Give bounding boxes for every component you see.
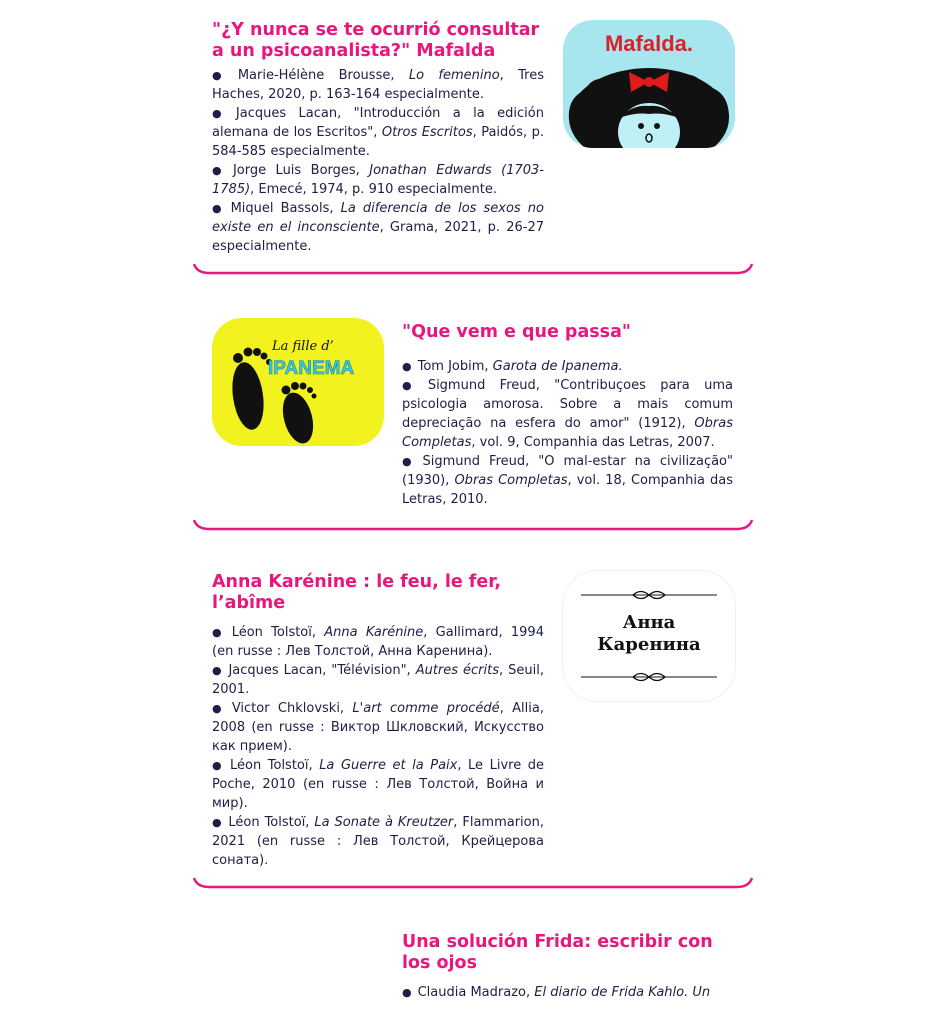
ref-item: ● Tom Jobim, Garota de Ipanema. (402, 359, 623, 374)
bullet-icon: ● (212, 69, 232, 82)
ref-item: ● Léon Tolstoï, La Sonate à Kreutzer, Flammarion, 2021 (en russe : Лев Толстой, Крейцерова соната). (212, 815, 544, 868)
section-3-title: Anna Karénine : le feu, le fer, l’abîme (212, 572, 501, 613)
section-2-title: "Que vem e que passa" (402, 322, 632, 342)
mafalda-logo-text: Mafalda. (604, 31, 694, 56)
ref-item: ● Sigmund Freud, "Contribuçoes para uma psicologia amorosa. Sobre a mais comum depreciação na esfera do amor" (1912), Obras Completas, vol. 9, Companhia das Letras, 2007. (402, 378, 733, 450)
bullet-icon: ● (402, 379, 422, 392)
bullet-icon: ● (212, 202, 225, 215)
ref-item: ● Léon Tolstoï, La Guerre et la Paix, Le Livre de Poche, 2010 (en russe : Лев Толстой, Война и мир). (212, 758, 544, 811)
ref-item: ● Sigmund Freud, "O mal-estar na civilização" (1930), Obras Completas, vol. 18, Companhia das Letras, 2010. (402, 454, 733, 507)
section-divider (193, 262, 753, 276)
ref-item: ● Jacques Lacan, "Introducción a la edición alemana de los Escritos", Otros Escritos, Paidós, p. 584-585 especialmente. (212, 106, 544, 159)
ref-item: ● Marie-Hélène Brousse, Lo femenino, Tres Haches, 2020, p. 163-164 especialmente. (212, 68, 544, 102)
anna-title-line1: Анна (622, 612, 676, 633)
bullet-icon: ● (402, 986, 412, 999)
ref-item: ● Miquel Bassols, La diferencia de los sexos no existe en el inconsciente, Grama, 2021, p. 26-27 especialmente. (212, 201, 544, 254)
bullet-icon: ● (212, 164, 227, 177)
bullet-icon: ● (212, 702, 226, 715)
ipanema-image (212, 318, 384, 446)
section-1-title: "¿Y nunca se te ocurrió consultar a un psicoanalista?" Mafalda (212, 20, 540, 61)
section-3-refs (212, 623, 544, 870)
section-1-refs (212, 66, 544, 256)
section-divider (193, 876, 753, 890)
section-divider (193, 518, 753, 532)
anna-karenina-image (563, 571, 735, 701)
section-4-refs (402, 983, 733, 1002)
bullet-icon: ● (212, 759, 225, 772)
bullet-icon: ● (212, 107, 230, 120)
ref-item: ● Jorge Luis Borges, Jonathan Edwards (1703-1785), Emecé, 1974, p. 910 especialmente. (212, 163, 544, 197)
section-4-title: Una solución Frida: escribir con los ojos (402, 932, 713, 973)
mafalda-image (563, 20, 735, 148)
bullet-icon: ● (402, 455, 417, 468)
ipanema-label-main: IPANEMA (268, 358, 355, 379)
bullet-icon: ● (212, 626, 226, 639)
ipanema-label-top: La fille d’ (272, 339, 334, 354)
ref-item: ● Léon Tolstoï, Anna Karénine, Gallimard, 1994 (en russe : Лев Толстой, Анна Каренина). (212, 625, 544, 659)
ref-item: ● Claudia Madrazo, El diario de Frida Kahlo. Un (402, 985, 711, 1000)
ref-item: ● Victor Chklovski, L'art comme procédé, Allia, 2008 (en russe : Виктор Шкловский, Искусство как прием). (212, 701, 544, 754)
ref-item: ● Jacques Lacan, "Télévision", Autres écrits, Seuil, 2001. (212, 663, 544, 697)
bullet-icon: ● (212, 816, 223, 829)
anna-title-line2: Каренина (597, 634, 701, 655)
bullet-icon: ● (212, 664, 223, 677)
bullet-icon: ● (402, 360, 412, 373)
section-2-refs (402, 357, 733, 509)
